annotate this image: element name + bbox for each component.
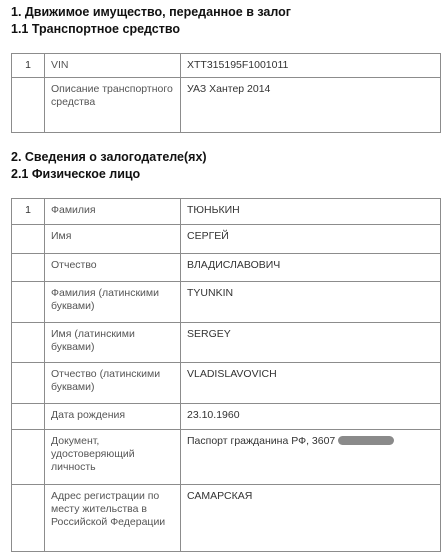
patronymic-label: Отчество xyxy=(51,259,97,271)
surname-value: ТЮНЬКИН xyxy=(187,204,240,216)
field-value xyxy=(181,199,441,225)
surname-latin-label: Фамилия (латинскими буквами) xyxy=(51,287,159,312)
row-number-empty xyxy=(12,430,45,485)
table-row xyxy=(12,78,441,133)
table-row xyxy=(12,430,441,485)
patronymic-value: ВЛАДИСЛАВОВИЧ xyxy=(187,259,281,271)
vehicle-description-value: УАЗ Хантер 2014 xyxy=(187,83,271,95)
table-row xyxy=(12,54,441,78)
section-2-1-title: 2.1 Физическое лицо xyxy=(11,167,141,181)
row-number: 1 xyxy=(12,199,45,225)
registration-address-value: САМАРСКАЯ xyxy=(187,490,253,502)
first-name-label: Имя xyxy=(51,230,72,242)
field-label xyxy=(45,282,181,323)
field-value xyxy=(181,404,441,430)
table-row xyxy=(12,485,441,552)
row-number-empty xyxy=(12,323,45,363)
field-value xyxy=(181,78,441,133)
redaction-mark xyxy=(338,436,394,445)
section-2-title: 2. Сведения о залогодателе(ях) xyxy=(11,150,207,164)
first-name-value: СЕРГЕЙ xyxy=(187,230,229,242)
first-name-latin-label: Имя (латинскими буквами) xyxy=(51,328,135,353)
row-number: 1 xyxy=(12,54,45,78)
vin-value: XTT315195F1001011 xyxy=(187,59,289,71)
row-number-empty xyxy=(12,282,45,323)
vin-label: VIN xyxy=(51,59,69,71)
id-document-label: Документ, удостоверяющий личность xyxy=(51,435,135,473)
field-label xyxy=(45,254,181,282)
table-row xyxy=(12,282,441,323)
table-row xyxy=(12,225,441,254)
patronymic-latin-value: VLADISLAVOVICH xyxy=(187,368,277,380)
field-label xyxy=(45,54,181,78)
field-label xyxy=(45,363,181,404)
row-number-empty xyxy=(12,254,45,282)
field-value xyxy=(181,485,441,552)
field-label xyxy=(45,225,181,254)
surname-latin-value: TYUNKIN xyxy=(187,287,234,299)
field-value xyxy=(181,363,441,404)
field-value xyxy=(181,225,441,254)
vehicle-table xyxy=(11,53,441,133)
field-label xyxy=(45,430,181,485)
table-row xyxy=(12,323,441,363)
field-label xyxy=(45,404,181,430)
table-row xyxy=(12,199,441,225)
field-value xyxy=(181,54,441,78)
field-label xyxy=(45,323,181,363)
row-number-empty xyxy=(12,225,45,254)
field-label xyxy=(45,199,181,225)
field-value xyxy=(181,254,441,282)
registration-address-label: Адрес регистрации по месту жительства в Российской Федерации xyxy=(51,490,166,528)
field-value xyxy=(181,282,441,323)
field-value xyxy=(181,430,441,485)
person-table xyxy=(11,198,441,552)
birth-date-label: Дата рождения xyxy=(51,409,126,421)
section-1-title: 1. Движимое имущество, переданное в залог xyxy=(11,5,291,19)
birth-date-value: 23.10.1960 xyxy=(187,409,240,421)
surname-label: Фамилия xyxy=(51,204,96,216)
patronymic-latin-label: Отчество (латинскими буквами) xyxy=(51,368,161,393)
field-label xyxy=(45,485,181,552)
row-number-empty xyxy=(12,404,45,430)
section-1-1-title: 1.1 Транспортное средство xyxy=(11,22,181,36)
table-row xyxy=(12,404,441,430)
row-number-empty xyxy=(12,485,45,552)
field-label xyxy=(45,78,181,133)
row-number-empty xyxy=(12,363,45,404)
id-document-value: Паспорт гражданина РФ, 3607 xyxy=(187,435,336,447)
vehicle-description-label: Описание транспортного средства xyxy=(51,83,173,108)
first-name-latin-value: SERGEY xyxy=(187,328,231,340)
table-row xyxy=(12,254,441,282)
field-value xyxy=(181,323,441,363)
table-row xyxy=(12,363,441,404)
row-number-empty xyxy=(12,78,45,133)
